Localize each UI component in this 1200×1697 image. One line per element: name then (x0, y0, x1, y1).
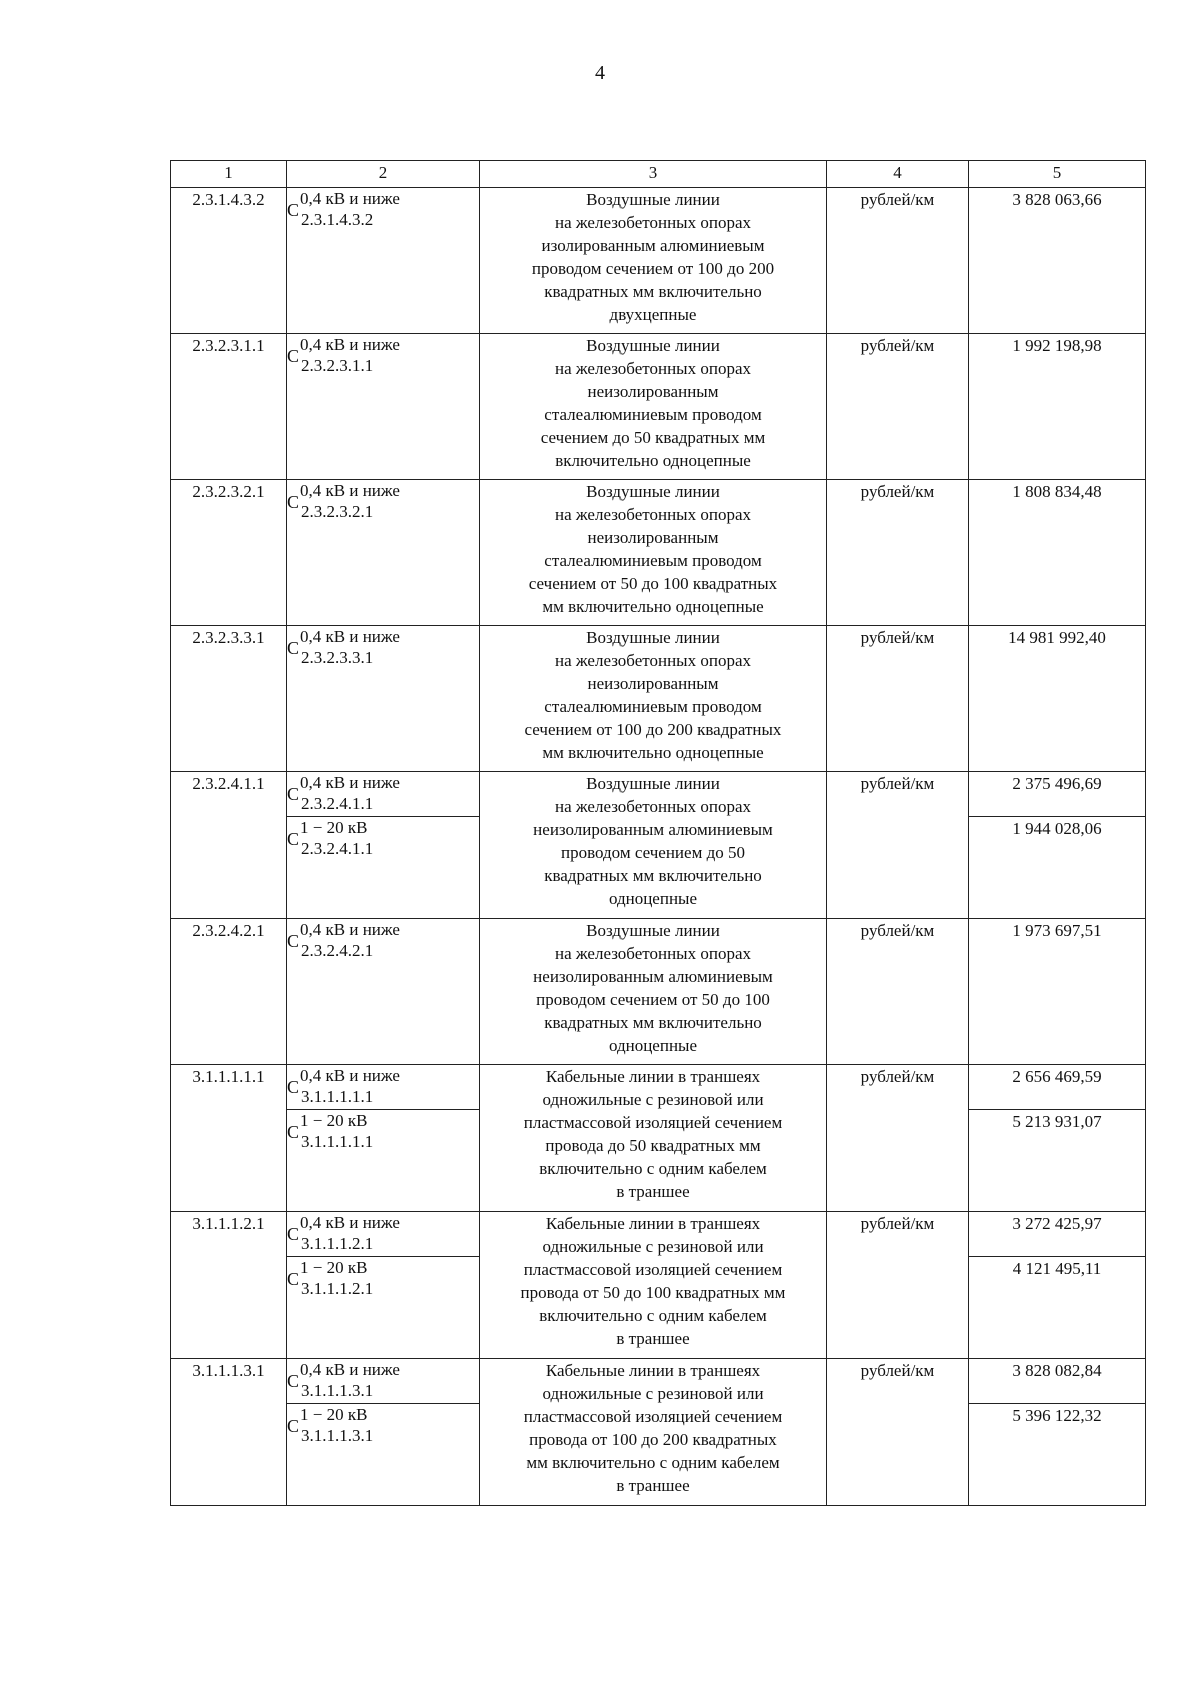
symbol-voltage: 0,4 кВ и ниже (300, 189, 400, 208)
rate-symbol (287, 334, 480, 480)
row-description (480, 626, 827, 772)
symbol-voltage: 0,4 кВ и ниже (300, 920, 400, 939)
description-line: на железобетонных опорах (555, 944, 751, 963)
symbol-letter: C (287, 199, 300, 220)
row-description (480, 1359, 827, 1506)
description-line: провода от 100 до 200 квадратных (529, 1430, 777, 1449)
description-line: Воздушные линии (586, 190, 720, 209)
rate-symbol (287, 772, 480, 817)
symbol-letter: C (287, 1268, 300, 1289)
symbol-voltage: 0,4 кВ и ниже (300, 481, 400, 500)
row-description (480, 188, 827, 334)
description-line: провода от 50 до 100 квадратных мм (520, 1283, 786, 1302)
symbol-voltage: 0,4 кВ и ниже (300, 335, 400, 354)
row-value: 3 828 063,66 (969, 188, 1146, 334)
row-unit: рублей/км (827, 480, 969, 626)
table-row (171, 1065, 1146, 1110)
description-line: Кабельные линии в траншеях (545, 1214, 761, 1233)
description-line: сталеалюминиевым проводом (544, 405, 762, 424)
rate-symbol (287, 919, 480, 1065)
rate-symbol (287, 1404, 480, 1506)
row-value: 4 121 495,11 (969, 1257, 1146, 1359)
symbol-index: 2.3.2.4.2.1 (301, 941, 374, 960)
symbol-letter: C (287, 828, 300, 849)
symbol-letter: C (287, 783, 300, 804)
description-line: пластмассовой изоляцией сечением (523, 1260, 783, 1279)
symbol-letter: C (287, 930, 300, 951)
page-number: 4 (595, 62, 605, 84)
row-value: 3 272 425,97 (969, 1212, 1146, 1257)
description-line: на железобетонных опорах (555, 797, 751, 816)
symbol-index: 3.1.1.1.3.1 (301, 1426, 374, 1445)
rate-symbol (287, 480, 480, 626)
table-row (171, 772, 1146, 817)
row-code: 2.3.2.3.2.1 (171, 480, 287, 626)
description-line: сечением от 50 до 100 квадратных (528, 574, 778, 593)
row-value: 2 656 469,59 (969, 1065, 1146, 1110)
row-value: 5 213 931,07 (969, 1110, 1146, 1212)
header-cell-2: 2 (287, 161, 480, 188)
tariff-table (170, 160, 1146, 1506)
description-line: Воздушные линии (586, 482, 720, 501)
symbol-voltage: 0,4 кВ и ниже (300, 773, 400, 792)
row-code: 2.3.2.4.2.1 (171, 919, 287, 1065)
table-row (171, 919, 1146, 1065)
row-code: 3.1.1.1.1.1 (171, 1065, 287, 1212)
header-cell-5: 5 (969, 161, 1146, 188)
row-value: 14 981 992,40 (969, 626, 1146, 772)
row-code: 2.3.1.4.3.2 (171, 188, 287, 334)
row-unit: рублей/км (827, 1212, 969, 1359)
symbol-letter: C (287, 491, 300, 512)
row-code: 2.3.2.3.1.1 (171, 334, 287, 480)
table-row (171, 1359, 1146, 1404)
symbol-letter: C (287, 1121, 300, 1142)
table-row (171, 626, 1146, 772)
description-line: Воздушные линии (586, 336, 720, 355)
row-value: 5 396 122,32 (969, 1404, 1146, 1506)
description-line: мм включительно одноцепные (542, 743, 764, 762)
description-line: мм включительно одноцепные (542, 597, 764, 616)
row-code: 2.3.2.3.3.1 (171, 626, 287, 772)
description-line: одножильные с резиновой или (542, 1237, 764, 1256)
description-line: двухцепные (609, 305, 697, 324)
description-line: провода до 50 квадратных мм (545, 1136, 761, 1155)
symbol-voltage: 0,4 кВ и ниже (300, 627, 400, 646)
description-line: включительно одноцепные (555, 451, 751, 470)
description-line: квадратных мм включительно (544, 282, 762, 301)
row-description (480, 772, 827, 919)
description-line: одноцепные (608, 889, 698, 908)
symbol-voltage: 1 − 20 кВ (300, 1258, 368, 1277)
description-line: одножильные с резиновой или (542, 1384, 764, 1403)
description-line: в траншее (616, 1329, 690, 1348)
rate-symbol (287, 1359, 480, 1404)
symbol-letter: C (287, 345, 300, 366)
description-line: сечением до 50 квадратных мм (540, 428, 766, 447)
description-line: неизолированным (587, 382, 719, 401)
description-line: одноцепные (608, 1036, 698, 1055)
header-cell-3: 3 (480, 161, 827, 188)
description-line: в траншее (616, 1476, 690, 1495)
table-row (171, 188, 1146, 334)
row-unit: рублей/км (827, 626, 969, 772)
header-cell-4: 4 (827, 161, 969, 188)
description-line: неизолированным (587, 674, 719, 693)
table-row (171, 1212, 1146, 1257)
description-line: включительно с одним кабелем (539, 1306, 767, 1325)
description-line: квадратных мм включительно (544, 1013, 762, 1032)
row-value: 1 973 697,51 (969, 919, 1146, 1065)
row-unit: рублей/км (827, 188, 969, 334)
rate-symbol (287, 1065, 480, 1110)
description-line: сечением от 100 до 200 квадратных (524, 720, 782, 739)
description-line: Воздушные линии (586, 921, 720, 940)
symbol-index: 3.1.1.1.2.1 (301, 1234, 374, 1253)
description-line: сталеалюминиевым проводом (544, 551, 762, 570)
row-unit: рублей/км (827, 1359, 969, 1506)
symbol-index: 2.3.2.4.1.1 (301, 794, 374, 813)
row-description (480, 480, 827, 626)
row-value: 1 944 028,06 (969, 817, 1146, 919)
symbol-index: 3.1.1.1.1.1 (301, 1132, 374, 1151)
description-line: на железобетонных опорах (555, 505, 751, 524)
rate-symbol (287, 1110, 480, 1212)
symbol-voltage: 0,4 кВ и ниже (300, 1066, 400, 1085)
row-unit: рублей/км (827, 919, 969, 1065)
description-line: на железобетонных опорах (555, 359, 751, 378)
description-line: квадратных мм включительно (544, 866, 762, 885)
symbol-letter: C (287, 1415, 300, 1436)
description-line: проводом сечением от 50 до 100 (536, 990, 770, 1009)
rate-symbol (287, 1257, 480, 1359)
description-line: проводом сечением до 50 (561, 843, 745, 862)
row-description (480, 1065, 827, 1212)
rate-symbol (287, 817, 480, 919)
description-line: включительно с одним кабелем (539, 1159, 767, 1178)
row-code: 3.1.1.1.2.1 (171, 1212, 287, 1359)
rate-symbol (287, 626, 480, 772)
table-row (171, 334, 1146, 480)
description-line: мм включительно с одним кабелем (526, 1453, 780, 1472)
description-line: Кабельные линии в траншеях (545, 1361, 761, 1380)
row-unit: рублей/км (827, 334, 969, 480)
symbol-index: 2.3.2.3.3.1 (301, 648, 374, 667)
row-description (480, 334, 827, 480)
description-line: на железобетонных опорах (555, 213, 751, 232)
symbol-letter: C (287, 1076, 300, 1097)
description-line: неизолированным алюминиевым (533, 967, 773, 986)
symbol-index: 2.3.2.3.1.1 (301, 356, 374, 375)
symbol-voltage: 1 − 20 кВ (300, 1405, 368, 1424)
symbol-voltage: 0,4 кВ и ниже (300, 1360, 400, 1379)
row-unit: рублей/км (827, 1065, 969, 1212)
description-line: Кабельные линии в траншеях (545, 1067, 761, 1086)
description-line: в траншее (616, 1182, 690, 1201)
symbol-index: 2.3.2.4.1.1 (301, 839, 374, 858)
row-code: 2.3.2.4.1.1 (171, 772, 287, 919)
row-unit: рублей/км (827, 772, 969, 919)
symbol-index: 3.1.1.1.3.1 (301, 1381, 374, 1400)
symbol-index: 2.3.1.4.3.2 (301, 210, 374, 229)
row-value: 1 992 198,98 (969, 334, 1146, 480)
row-code: 3.1.1.1.3.1 (171, 1359, 287, 1506)
symbol-letter: C (287, 1223, 300, 1244)
description-line: неизолированным (587, 528, 719, 547)
description-line: одножильные с резиновой или (542, 1090, 764, 1109)
header-cell-1: 1 (171, 161, 287, 188)
description-line: сталеалюминиевым проводом (544, 697, 762, 716)
rate-symbol (287, 188, 480, 334)
row-value: 2 375 496,69 (969, 772, 1146, 817)
table-row (171, 480, 1146, 626)
symbol-voltage: 1 − 20 кВ (300, 1111, 368, 1130)
symbol-index: 2.3.2.3.2.1 (301, 502, 374, 521)
row-value: 3 828 082,84 (969, 1359, 1146, 1404)
description-line: проводом сечением от 100 до 200 (531, 259, 775, 278)
row-value: 1 808 834,48 (969, 480, 1146, 626)
row-description (480, 919, 827, 1065)
symbol-voltage: 1 − 20 кВ (300, 818, 368, 837)
description-line: Воздушные линии (586, 628, 720, 647)
description-line: изолированным алюминиевым (541, 236, 765, 255)
rate-symbol (287, 1212, 480, 1257)
description-line: неизолированным алюминиевым (533, 820, 773, 839)
symbol-index: 3.1.1.1.1.1 (301, 1087, 374, 1106)
symbol-index: 3.1.1.1.2.1 (301, 1279, 374, 1298)
description-line: пластмассовой изоляцией сечением (523, 1113, 783, 1132)
symbol-voltage: 0,4 кВ и ниже (300, 1213, 400, 1232)
description-line: Воздушные линии (586, 774, 720, 793)
description-line: пластмассовой изоляцией сечением (523, 1407, 783, 1426)
symbol-letter: C (287, 1370, 300, 1391)
row-description (480, 1212, 827, 1359)
symbol-letter: C (287, 637, 300, 658)
description-line: на железобетонных опорах (555, 651, 751, 670)
header-row (171, 161, 1146, 188)
